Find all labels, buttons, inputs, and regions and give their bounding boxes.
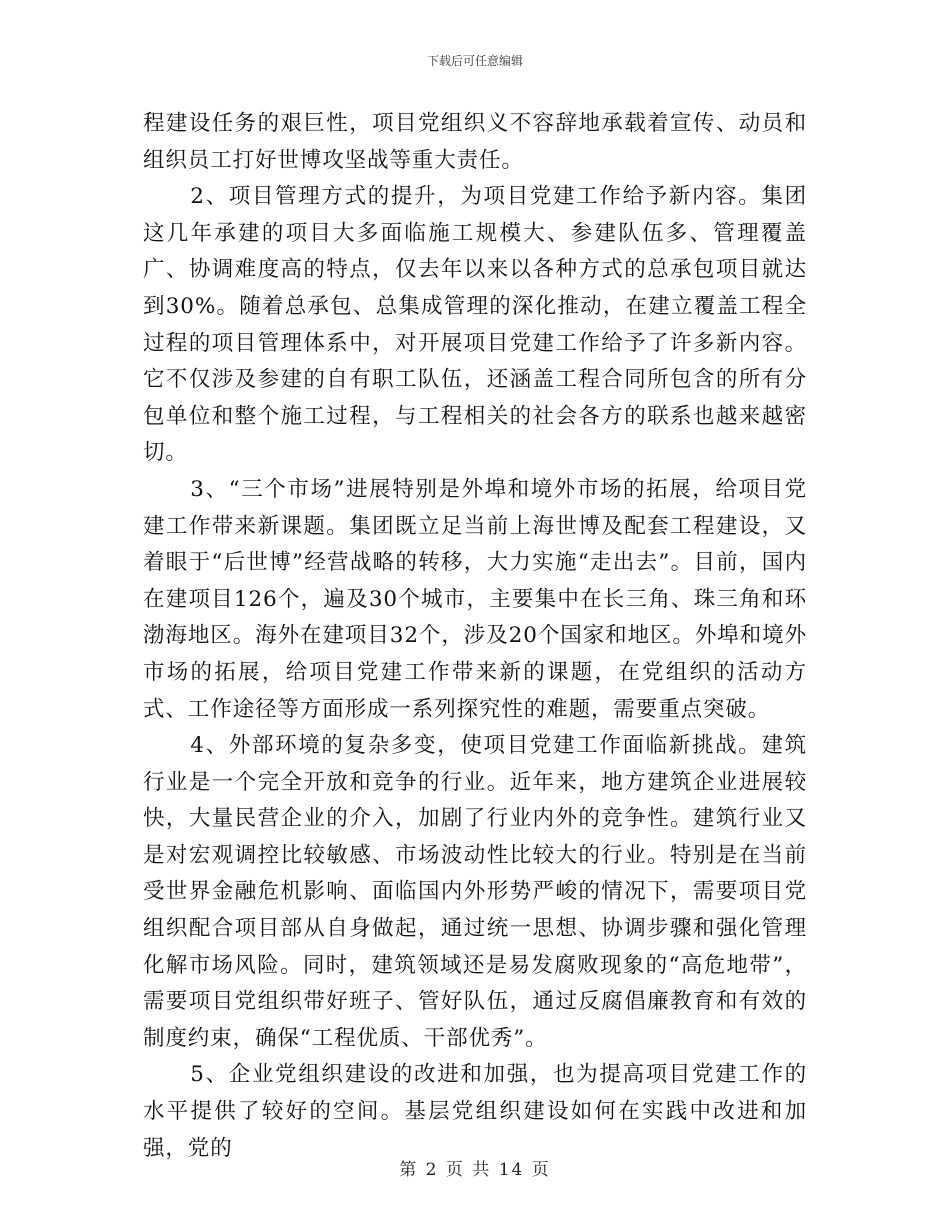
paragraph-continuation: 程建设任务的艰巨性，项目党组织义不容辞地承载着宣传、动员和组织员工打好世博攻坚战等重大责任。 <box>143 111 807 173</box>
paragraph-item-2: 2、项目管理方式的提升，为项目党建工作给予新内容。集团这几年承建的项目大多面临施工规模大、参建队伍多、管理覆盖广、协调难度高的特点，仅去年以来以各种方式的总承包项目就达到30%。随着总承包、总集成管理的深化推动，在建立覆盖工程全过程的项目管理体系中，对开展项目党建工作给予了许多新内容。它不仅涉及参建的自有职工队伍，还涵盖工程合同所包含的所有分包单位和整个施工过程，与工程相关的社会各方的联系也越来越密切。 <box>143 184 807 466</box>
paragraph-item-5: 5、企业党组织建设的改进和加强，也为提高项目党建工作的水平提供了较好的空间。基层党组织建设如何在实践中改进和加强，党的 <box>143 1062 807 1161</box>
page-header: 下载后可任意编辑 <box>426 54 523 68</box>
document-body <box>143 106 807 1167</box>
paragraph-item-3: 3、“三个市场”进展特别是外埠和境外市场的拓展，给项目党建工作带来新课题。集团既立足当前上海世博及配套工程建设，又着眼于“后世博”经营战略的转移，大力实施“走出去”。目前，国内在建项目126个，遍及30个城市，主要集中在长三角、珠三角和环渤海地区。海外在建项目32个，涉及20个国家和地区。外埠和境外市场的拓展，给项目党建工作带来新的课题，在党组织的活动方式、工作途径等方面形成一系列探究性的难题，需要重点突破。 <box>143 476 807 722</box>
page-number-footer: 第 2 页 共 14 页 <box>399 1160 551 1180</box>
paragraph-item-4: 4、外部环境的复杂多变，使项目党建工作面临新挑战。建筑行业是一个完全开放和竞争的行业。近年来，地方建筑企业进展较快，大量民营企业的介入，加剧了行业内外的竞争性。建筑行业又是对宏观调控比较敏感、市场波动性比较大的行业。特别是在当前受世界金融危机影响、面临国内外形势严峻的情况下，需要项目党组织配合项目部从自身做起，通过统一思想、协调步骤和强化管理化解市场风险。同时，建筑领域还是易发腐败现象的“高危地带”，需要项目党组织带好班子、管好队伍，通过反腐倡廉教育和有效的制度约束，确保“工程优质、干部优秀”。 <box>143 733 807 1051</box>
